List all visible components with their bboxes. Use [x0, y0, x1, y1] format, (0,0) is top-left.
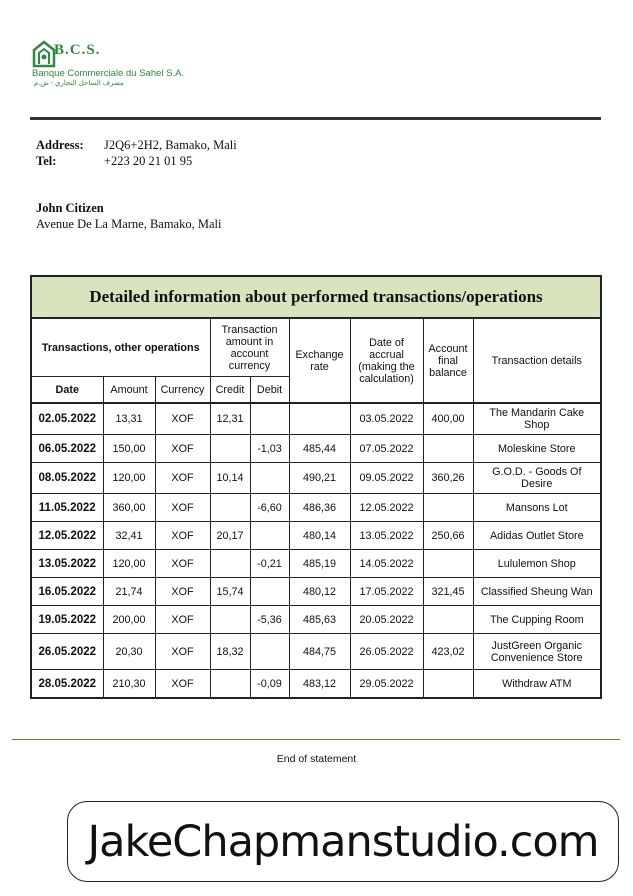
cell-debit: -6,60: [250, 494, 289, 522]
header-date: Date: [31, 377, 103, 404]
cell-currency: XOF: [155, 435, 210, 463]
cell-debit: [250, 578, 289, 606]
cell-balance: [423, 606, 473, 634]
cell-rate: 483,12: [289, 670, 350, 699]
header-divider: [30, 117, 601, 120]
cell-rate: 485,63: [289, 606, 350, 634]
cell-debit: [250, 634, 289, 670]
cell-currency: XOF: [155, 578, 210, 606]
cell-balance: [423, 435, 473, 463]
cell-date: 19.05.2022: [31, 606, 103, 634]
client-block: [36, 200, 221, 232]
cell-rate: 485,19: [289, 550, 350, 578]
table-title: Detailed information about performed transactions/operations: [31, 276, 601, 318]
cell-amount: 200,00: [103, 606, 155, 634]
tel-label: Tel:: [36, 154, 57, 168]
cell-details: Moleskine Store: [473, 435, 601, 463]
cell-accrual: 13.05.2022: [350, 522, 423, 550]
cell-accrual: 29.05.2022: [350, 670, 423, 699]
cell-debit: -0,21: [250, 550, 289, 578]
cell-accrual: 20.05.2022: [350, 606, 423, 634]
end-of-statement: End of statement: [276, 753, 357, 765]
cell-rate: 486,36: [289, 494, 350, 522]
header-amount: Amount: [103, 377, 155, 404]
cell-currency: XOF: [155, 403, 210, 435]
cell-date: 08.05.2022: [31, 463, 103, 494]
cell-debit: [250, 403, 289, 435]
cell-debit: [250, 463, 289, 494]
header-debit: Debit: [250, 377, 289, 404]
cell-details: Adidas Outlet Store: [473, 522, 601, 550]
table-row: [31, 522, 601, 550]
cell-debit: -5,36: [250, 606, 289, 634]
cell-accrual: 26.05.2022: [350, 634, 423, 670]
cell-debit: -0,09: [250, 670, 289, 699]
cell-date: 02.05.2022: [31, 403, 103, 435]
header-exchange-rate: Exchange rate: [289, 318, 350, 403]
cell-accrual: 03.05.2022: [350, 403, 423, 435]
cell-details: The Cupping Room: [473, 606, 601, 634]
cell-details: Mansons Lot: [473, 494, 601, 522]
header-final-balance: Account final balance: [423, 318, 473, 403]
table-row: [31, 550, 601, 578]
cell-accrual: 14.05.2022: [350, 550, 423, 578]
cell-credit: 18,32: [210, 634, 250, 670]
bank-arabic-name: مصرف الساحل التجاري - ش.م: [34, 80, 124, 87]
cell-rate: [289, 403, 350, 435]
cell-debit: [250, 522, 289, 550]
table-row: [31, 494, 601, 522]
cell-rate: 484,75: [289, 634, 350, 670]
cell-credit: [210, 670, 250, 699]
cell-date: 16.05.2022: [31, 578, 103, 606]
cell-balance: 423,02: [423, 634, 473, 670]
cell-amount: 360,00: [103, 494, 155, 522]
cell-currency: XOF: [155, 494, 210, 522]
bank-name: Banque Commerciale du Sahel S.A.: [32, 68, 185, 79]
cell-details: Lululemon Shop: [473, 550, 601, 578]
cell-amount: 32,41: [103, 522, 155, 550]
cell-amount: 120,00: [103, 463, 155, 494]
cell-details: Withdraw ATM: [473, 670, 601, 699]
cell-date: 12.05.2022: [31, 522, 103, 550]
table-row: [31, 463, 601, 494]
header-transactions-group: Transactions, other operations: [31, 318, 210, 377]
table-row: [31, 578, 601, 606]
bank-logo: [30, 40, 190, 88]
cell-amount: 120,00: [103, 550, 155, 578]
cell-date: 26.05.2022: [31, 634, 103, 670]
table-row: [31, 634, 601, 670]
cell-rate: 490,21: [289, 463, 350, 494]
cell-currency: XOF: [155, 634, 210, 670]
header-currency: Currency: [155, 377, 210, 404]
bank-initials: B.C.S.: [54, 42, 101, 58]
table-row: [31, 606, 601, 634]
cell-credit: 12,31: [210, 403, 250, 435]
cell-accrual: 17.05.2022: [350, 578, 423, 606]
cell-amount: 20,30: [103, 634, 155, 670]
cell-credit: 20,17: [210, 522, 250, 550]
cell-date: 28.05.2022: [31, 670, 103, 699]
cell-date: 06.05.2022: [31, 435, 103, 463]
cell-balance: [423, 494, 473, 522]
header-amount-group: Transaction amount in account currency: [210, 318, 289, 377]
header-credit: Credit: [210, 377, 250, 404]
cell-credit: 15,74: [210, 578, 250, 606]
cell-currency: XOF: [155, 463, 210, 494]
cell-date: 13.05.2022: [31, 550, 103, 578]
cell-rate: 485,44: [289, 435, 350, 463]
table-row: [31, 403, 601, 435]
cell-details: Classified Sheung Wan: [473, 578, 601, 606]
cell-balance: 321,45: [423, 578, 473, 606]
cell-credit: 10,14: [210, 463, 250, 494]
address-label: Address:: [36, 138, 84, 152]
cell-balance: 360,26: [423, 463, 473, 494]
header-date-accrual: Date of accrual (making the calculation): [350, 318, 423, 403]
cell-details: JustGreen Organic Convenience Store: [473, 634, 601, 670]
cell-details: G.O.D. - Goods Of Desire: [473, 463, 601, 494]
cell-amount: 210,30: [103, 670, 155, 699]
cell-credit: [210, 494, 250, 522]
cell-rate: 480,12: [289, 578, 350, 606]
cell-amount: 150,00: [103, 435, 155, 463]
table-row: [31, 670, 601, 699]
cell-currency: XOF: [155, 606, 210, 634]
cell-currency: XOF: [155, 522, 210, 550]
cell-amount: 13,31: [103, 403, 155, 435]
cell-currency: XOF: [155, 670, 210, 699]
cell-rate: 480,14: [289, 522, 350, 550]
cell-accrual: 09.05.2022: [350, 463, 423, 494]
cell-details: The Mandarin Cake Shop: [473, 403, 601, 435]
client-name: John Citizen: [36, 201, 104, 215]
header-details: Transaction details: [473, 318, 601, 403]
watermark-text: JakeChapmanstudio.com: [87, 816, 599, 867]
transactions-table: [30, 275, 602, 699]
cell-credit: [210, 606, 250, 634]
cell-balance: [423, 670, 473, 699]
cell-balance: [423, 550, 473, 578]
bank-contact: [36, 137, 237, 169]
cell-amount: 21,74: [103, 578, 155, 606]
cell-accrual: 12.05.2022: [350, 494, 423, 522]
footer-divider: [12, 739, 620, 740]
cell-debit: -1,03: [250, 435, 289, 463]
client-address: Avenue De La Marne, Bamako, Mali: [36, 217, 222, 231]
cell-date: 11.05.2022: [31, 494, 103, 522]
address-value: J2Q6+2H2, Bamako, Mali: [104, 138, 237, 152]
cell-balance: 400,00: [423, 403, 473, 435]
cell-currency: XOF: [155, 550, 210, 578]
cell-credit: [210, 550, 250, 578]
cell-accrual: 07.05.2022: [350, 435, 423, 463]
table-row: [31, 435, 601, 463]
tel-value: +223 20 21 01 95: [104, 154, 193, 168]
cell-balance: 250,66: [423, 522, 473, 550]
watermark-banner: [67, 801, 619, 882]
cell-credit: [210, 435, 250, 463]
